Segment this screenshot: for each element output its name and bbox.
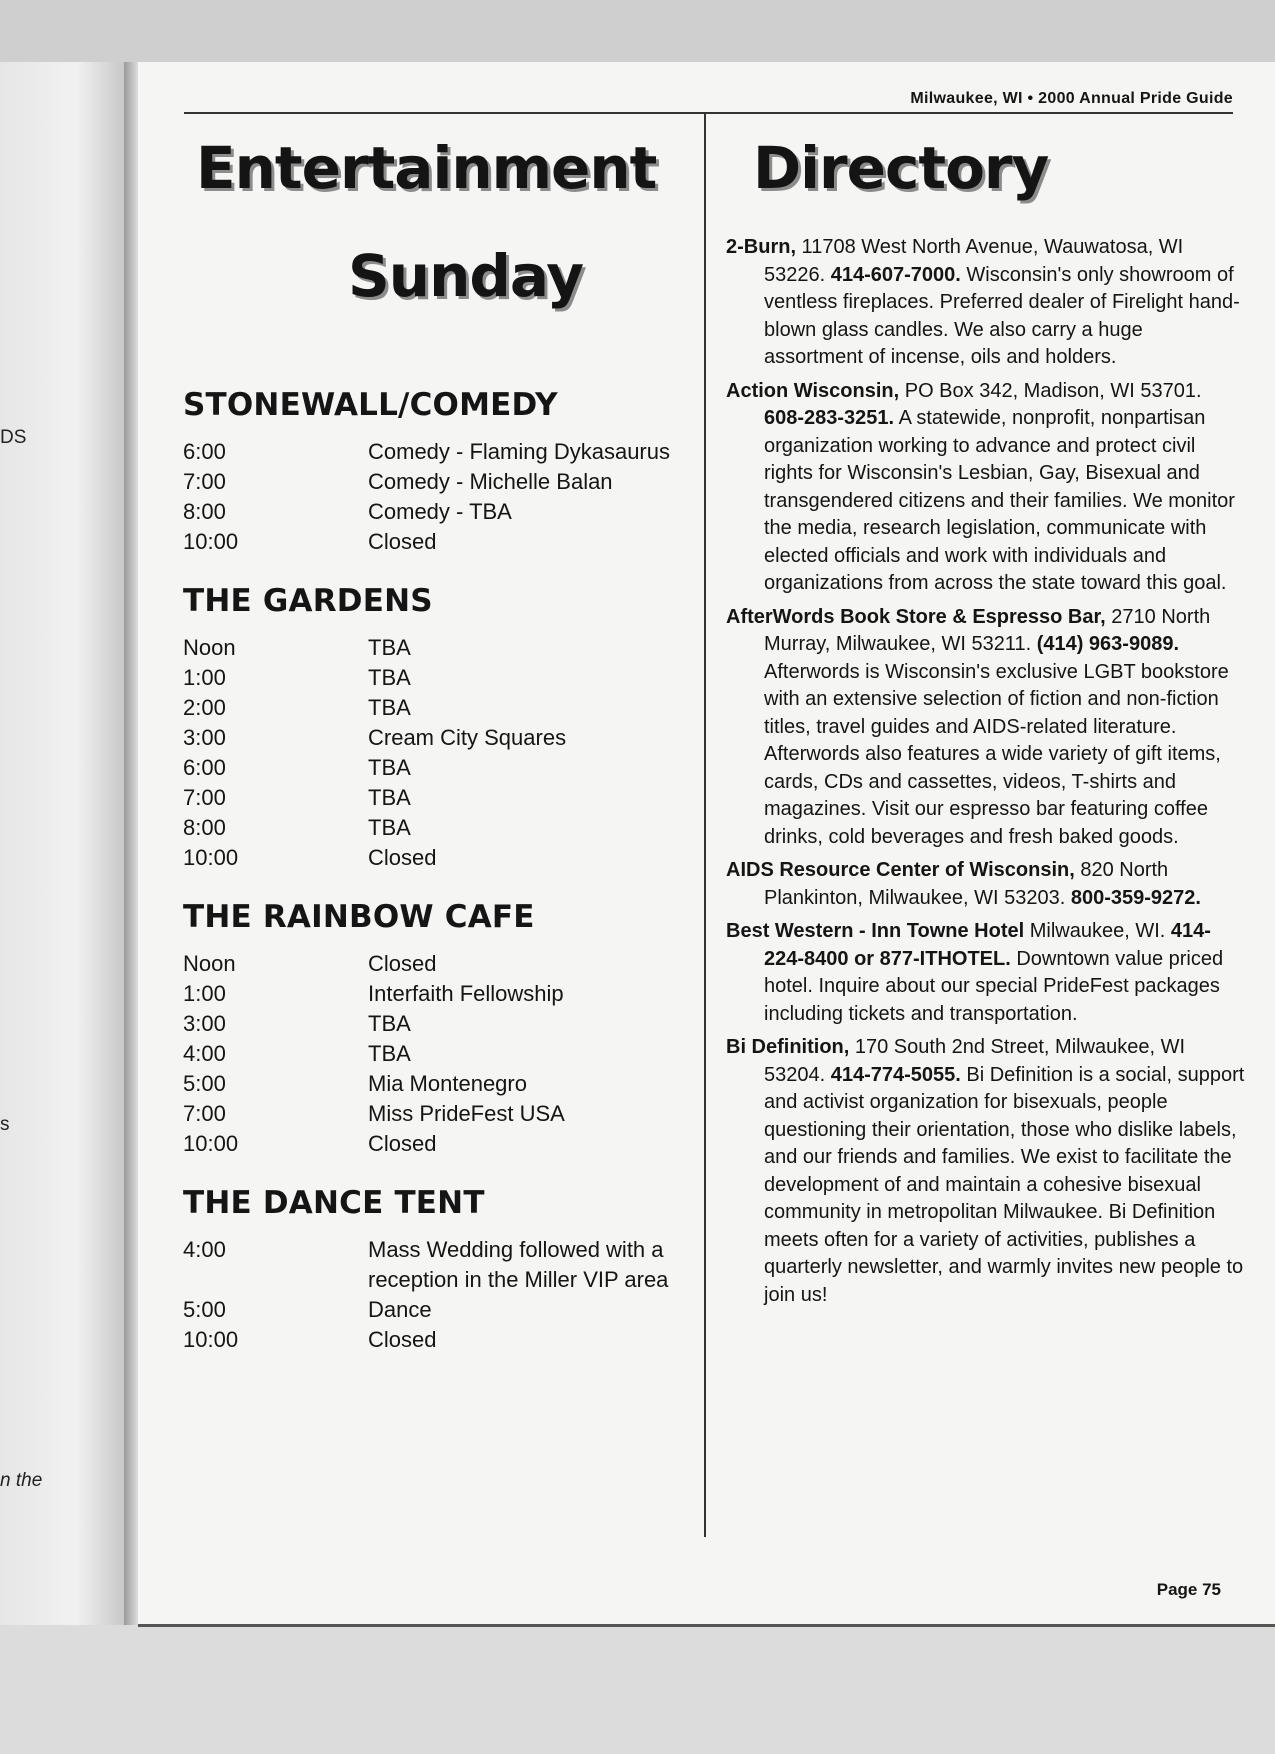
schedule-row [183,979,683,1009]
sunday-title: Sunday [348,242,584,310]
schedule-event: Closed [368,529,437,554]
entry-address: Milwaukee, WI. [1024,920,1171,942]
schedule-event: Mia Montenegro [368,1071,527,1096]
schedule-event: TBA [368,695,411,720]
schedule-event: TBA [368,1011,411,1036]
schedule-row [183,663,683,693]
schedule-time: 1:00 [183,665,226,690]
directory-listing [726,234,1246,1315]
venue-section [183,583,683,873]
entry-description: Wisconsin's only showroom of ventless fireplaces. Preferred dealer of Firelight hand-blown glass candles. We also carry a huge assortment of incense, oils and holders. [764,263,1240,368]
entry-name: Bi Definition, [726,1036,850,1058]
schedule-row [183,633,683,663]
schedule-event: TBA [368,815,411,840]
schedule-time: 3:00 [183,725,226,750]
directory-title: Directory [753,134,1049,202]
schedule-row [183,723,683,753]
entry-phone: (414) 963-9089. [1036,633,1180,655]
venue-title: THE RAINBOW CAFE [183,899,535,935]
schedule-event: Miss PrideFest USA [368,1101,565,1126]
schedule-event: Dance [368,1297,432,1322]
schedule-row [183,527,683,557]
venue-title: THE GARDENS [183,583,433,619]
entry-description: A statewide, nonprofit, nonpartisan organization working to advance and protect civil rights for Wisconsin's Lesbian, Gay, Bisexual and transgendered citizens and their families. We monitor the media, research legislation, communicate with elected officials and work with individuals and organizations from across the state toward this goal. [764,407,1235,594]
schedule-row [183,693,683,723]
facing-page-text: s [0,1114,10,1135]
entry-address: 2710 North Murray, Milwaukee, WI 53211. [764,605,1211,655]
schedule-event: TBA [368,665,411,690]
schedule-event: Closed [368,951,437,976]
entry-name: 2-Burn, [726,236,796,258]
entry-address: 11708 West North Avenue, Wauwatosa, WI 53226. [764,236,1184,286]
entry-description: Afterwords is Wisconsin's exclusive LGBT bookstore with an extensive selection of fiction and non-fiction titles, travel guides and AIDS-related literature. Afterwords also features a wide variety of gift items, cards, CDs and cassettes, videos, T-shirts and magazines. Visit our espresso bar featuring coffee drinks, cold beverages and fresh baked goods. [764,660,1229,848]
schedule-event: TBA [368,635,411,660]
entry-phone: 608-283-3251. [764,407,895,429]
schedule-row [183,753,683,783]
guide-page [138,62,1275,1624]
schedule-time: 4:00 [183,1041,226,1066]
schedule-row [183,1325,683,1355]
schedule-event: Mass Wedding followed with a reception in the Miller VIP area [368,1237,669,1292]
schedule-event: TBA [368,785,411,810]
schedule-time: 7:00 [183,785,226,810]
schedule-event: Closed [368,1327,437,1352]
header-rule [184,112,1233,114]
schedule-row [183,1129,683,1159]
schedule-row [183,1069,683,1099]
column-divider [704,114,706,1537]
schedule-time: 7:00 [183,1101,226,1126]
schedule-row [183,467,683,497]
venue-section [183,1185,683,1355]
entry-phone: 414-607-7000. [830,263,961,286]
schedule-time: 10:00 [183,529,239,554]
schedule-row [183,1009,683,1039]
entry-phone: 800-359-9272. [1070,886,1201,909]
venue-title: STONEWALL/COMEDY [183,387,558,423]
schedule-time: 10:00 [183,845,239,870]
schedule-time: 2:00 [183,695,226,720]
schedule-time: 4:00 [183,1237,226,1262]
entry-phone: 414-774-5055. [830,1063,961,1086]
schedule-event: TBA [368,755,411,780]
schedule-time: 10:00 [183,1131,239,1156]
schedule-row [183,949,683,979]
schedule-row [183,783,683,813]
schedule-event: Comedy - TBA [368,499,512,524]
entry-address: PO Box 342, Madison, WI 53701. [899,379,1202,402]
schedule-row [183,813,683,843]
schedule-time: Noon [183,951,236,976]
directory-entry [726,378,1246,598]
schedule-row [183,497,683,527]
schedule-row [183,437,683,467]
entry-address: 820 North Plankinton, Milwaukee, WI 53203. [764,859,1169,909]
schedule-time: 5:00 [183,1297,226,1322]
venue-section [183,899,683,1159]
schedule-time: 8:00 [183,499,226,524]
entertainment-title: Entertainment [196,134,657,202]
scanner-background-bottom [0,1625,1275,1754]
directory-entry [726,604,1246,852]
page-number: Page 75 [1156,1580,1221,1599]
schedule-event: Comedy - Michelle Balan [368,469,613,494]
schedule-event: Closed [368,845,437,870]
schedule-time: 1:00 [183,981,226,1006]
schedule-time: 8:00 [183,815,226,840]
entry-name: AIDS Resource Center of Wisconsin, [726,859,1075,881]
schedule-time: 3:00 [183,1011,226,1036]
schedule-event: Closed [368,1131,437,1156]
schedule-time: 6:00 [183,755,226,780]
venue-title: THE DANCE TENT [183,1185,485,1221]
schedule-time: 5:00 [183,1071,226,1096]
directory-entry [726,918,1246,1028]
directory-entry [726,857,1246,912]
directory-entry [726,1034,1246,1309]
schedule-row [183,1235,683,1295]
schedule-time: Noon [183,635,236,660]
entry-phone: 414-224-8400 or 877-ITHOTEL. [764,920,1211,970]
entertainment-schedule [183,387,683,1381]
venue-section [183,387,683,557]
facing-page [0,62,138,1632]
schedule-event: Comedy - Flaming Dykasaurus [368,439,670,464]
entry-description: Downtown value priced hotel. Inquire about our special PrideFest packages including tickets and transportation. [764,947,1224,1025]
schedule-row [183,843,683,873]
directory-entry [726,234,1246,372]
schedule-event: Cream City Squares [368,725,567,750]
schedule-time: 10:00 [183,1327,239,1352]
entry-description: Bi Definition is a social, support and activist organization for bisexuals, people questioning their orientation, those who dislike labels, and our friends and families. We exist to facilitate the development of and maintain a cohesive bisexual community in metropolitan Milwaukee. Bi Definition meets often for a variety of activities, publishes a quarterly newsletter, and warmly invites new people to join us! [764,1063,1245,1306]
schedule-row [183,1039,683,1069]
scanner-background-top [0,0,1275,68]
entry-name: AfterWords Book Store & Espresso Bar, [726,605,1106,628]
facing-page-text: n the [0,1470,43,1491]
schedule-time: 7:00 [183,469,226,494]
running-header: Milwaukee, WI • 2000 Annual Pride Guide [910,90,1233,107]
schedule-time: 6:00 [183,439,226,464]
schedule-event: TBA [368,1041,411,1066]
schedule-event: Interfaith Fellowship [368,981,564,1006]
schedule-row [183,1295,683,1325]
entry-name: Best Western - Inn Towne Hotel [726,920,1025,942]
facing-page-text: DS [0,427,27,448]
entry-name: Action Wisconsin, [726,379,900,402]
entry-address: 170 South 2nd Street, Milwaukee, WI 53204. [764,1036,1186,1086]
schedule-row [183,1099,683,1129]
